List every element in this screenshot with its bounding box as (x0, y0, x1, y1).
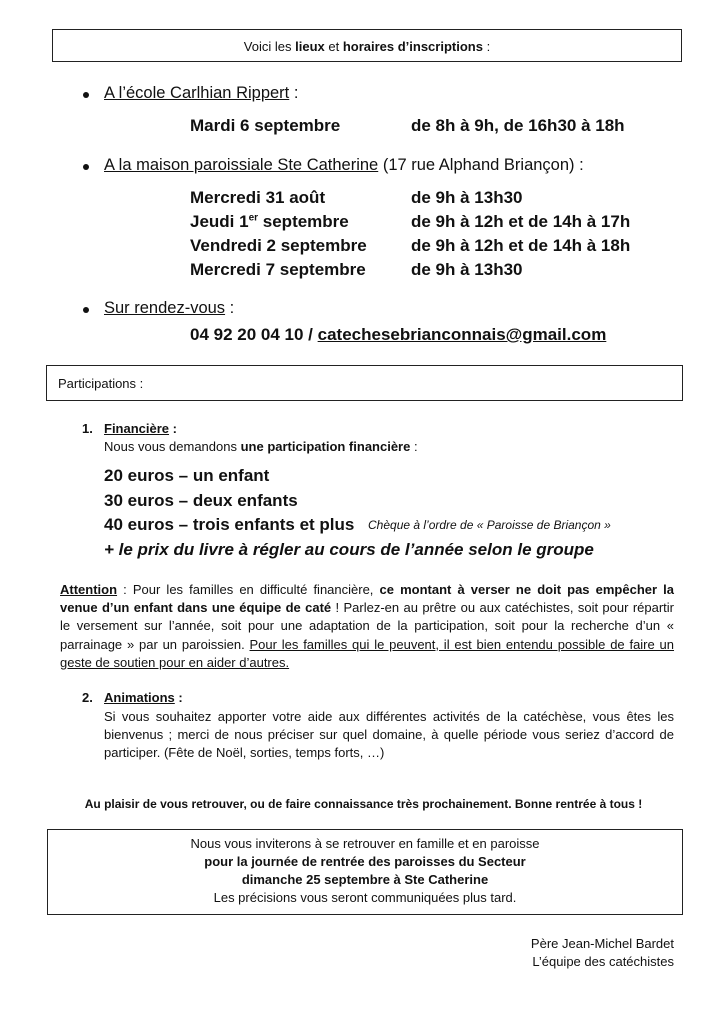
bullet-icon (83, 92, 89, 98)
section1-intro: Nous vous demandons une participation financière : (104, 439, 418, 454)
contact-line: 04 92 20 04 10 / catechesebrianconnais@gmail.com (190, 325, 607, 344)
email-link[interactable]: catechesebrianconnais@gmail.com (317, 325, 607, 344)
signature-team: L’équipe des catéchistes (532, 954, 674, 969)
schedule-hours: de 8h à 9h, de 16h30 à 18h (411, 116, 625, 135)
section2-title: Animations : (104, 690, 183, 705)
schedule-hours: de 9h à 13h30 (411, 188, 523, 207)
price-two-children: 30 euros – deux enfants (104, 491, 298, 510)
price-three-children: 40 euros – trois enfants et plus (104, 515, 355, 534)
closing-line: Au plaisir de vous retrouver, ou de faire connaissance très prochainement. Bonne rentrée à tous ! (84, 797, 643, 811)
attention-paragraph: Attention : Pour les familles en difficulté financière, ce montant à verser ne doit pas empêcher la venue d’un enfant dans une équipe de caté ! Parlez-en au prêtre ou aux catéchistes, soit pour répartir le versement sur l’année, soit pour une adaptation de la participation, soit pour la recherche d’un « parrainage » par un paroissien. Pour les familles qui le peuvent, il est bien entendu possible de faire un geste de soutien pour en aider d’autres. (60, 582, 675, 670)
location-school: A l’école Carlhian Rippert : (104, 84, 299, 102)
participations-box (46, 365, 683, 401)
header-box (52, 29, 682, 62)
participations-label: Participations : (58, 376, 144, 391)
schedule-day: Mercredi 7 septembre (190, 260, 366, 279)
cheque-note: Chèque à l’ordre de « Paroisse de Briançon » (368, 518, 611, 532)
invitation-line: pour la journée de rentrée des paroisses du Secteur (204, 854, 526, 869)
schedule-day: Vendredi 2 septembre (190, 236, 367, 255)
schedule-day: Mardi 6 septembre (190, 116, 341, 135)
signature-priest: Père Jean-Michel Bardet (530, 936, 674, 951)
invitation-line: dimanche 25 septembre à Ste Catherine (241, 872, 489, 887)
schedule-hours: de 9h à 12h et de 14h à 18h (411, 236, 631, 255)
price-one-child: 20 euros – un enfant (104, 466, 270, 485)
schedule-day: Mercredi 31 août (190, 188, 326, 207)
location-parish-house: A la maison paroissiale Ste Catherine (17 rue Alphand Briançon) : (104, 156, 584, 174)
schedule-hours: de 9h à 12h et de 14h à 17h (411, 212, 631, 231)
section1-title: Financière : (104, 421, 177, 436)
schedule-day: Jeudi 1er septembre (190, 212, 349, 231)
book-price-note: + le prix du livre à régler au cours de l’année selon le groupe (104, 540, 594, 559)
section2-text: Si vous souhaitez apporter votre aide aux différentes activités de la catéchèse, vous êtes les bienvenus ; merci de nous préciser sur quel domaine, à quelle période vous seriez d’accord de participer. (Fête de Noël, sorties, temps forts, …) (104, 709, 674, 760)
bullet-icon (83, 307, 89, 313)
bullet-icon (83, 164, 89, 170)
appointment-label: Sur rendez-vous : (104, 299, 235, 317)
section1-number: 1. (82, 421, 93, 436)
phone-number: 04 92 20 04 10 (190, 325, 304, 344)
invitation-line: Nous vous inviterons à se retrouver en famille et en paroisse (190, 836, 540, 851)
header-text: Voici les lieux et horaires d’inscriptions : (243, 39, 491, 54)
schedule-hours: de 9h à 13h30 (411, 260, 523, 279)
invitation-box (47, 829, 683, 915)
section2-number: 2. (82, 690, 93, 705)
invitation-line: Les précisions vous seront communiquées plus tard. (213, 890, 517, 905)
